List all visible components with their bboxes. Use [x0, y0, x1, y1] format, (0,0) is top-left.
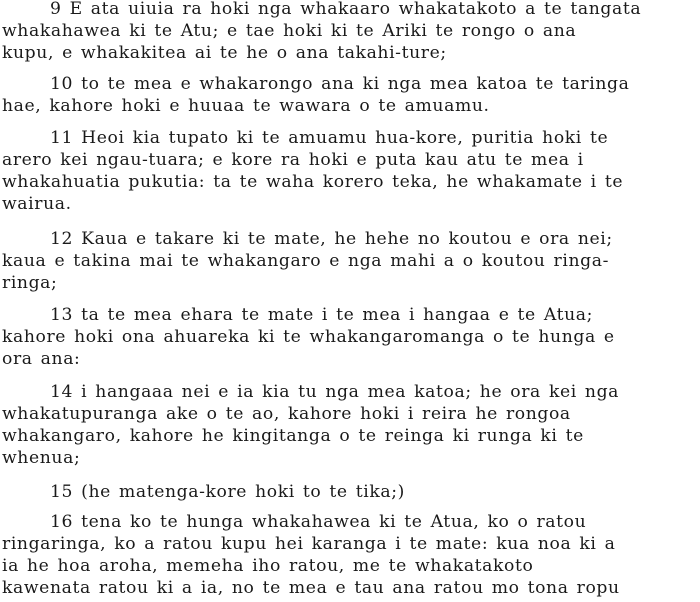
- verse-line: kaua e takina mai te whakangaro e nga mahi a o koutou ringa-: [2, 251, 609, 271]
- verse-14: [0, 381, 700, 469]
- verse-16: [0, 511, 700, 599]
- verse-line: kahore hoki ona ahuareka ki te whakangaromanga o te hunga e: [2, 327, 615, 347]
- verse-line: whakangaro, kahore he kingitanga o te reinga ki runga ki te: [2, 426, 584, 446]
- verse-line: hae, kahore hoki e huuaa te wawara o te amuamu.: [2, 96, 490, 116]
- verse-line: 10 to te mea e whakarongo ana ki nga mea katoa te taringa: [50, 74, 630, 94]
- verse-15: [0, 481, 700, 503]
- verse-10: [0, 73, 700, 117]
- verse-line: 9 E ata uiuia ra hoki nga whakaaro whakatakoto a te tangata: [50, 0, 642, 19]
- verse-line: 16 tena ko te hunga whakahawea ki te Atua, ko o ratou: [50, 512, 587, 532]
- verse-line: 11 Heoi kia tupato ki te amuamu hua-kore, puritia hoki te: [50, 128, 609, 148]
- verse-12: [0, 228, 700, 294]
- verse-line: whakatupuranga ake o te ao, kahore hoki i reira he rongoa: [2, 404, 571, 424]
- verse-line: wairua.: [2, 194, 72, 214]
- verse-line: kupu, e whakakitea ai te he o ana takahi-ture;: [2, 43, 447, 63]
- verse-line: 15 (he matenga-kore hoki to te tika;): [50, 482, 405, 502]
- verse-13: [0, 304, 700, 370]
- verse-line: ora ana:: [2, 349, 81, 369]
- verse-line: 12 Kaua e takare ki te mate, he hehe no koutou e ora nei;: [50, 229, 613, 249]
- verse-line: ia he hoa aroha, memeha iho ratou, me te whakatakoto: [2, 556, 534, 576]
- verse-11: [0, 127, 700, 215]
- verse-line: ringa;: [2, 273, 58, 293]
- verse-9: [0, 0, 700, 64]
- verse-line: arero kei ngau-tuara; e kore ra hoki e puta kau atu te mea i: [2, 150, 584, 170]
- verse-line: ringaringa, ko a ratou kupu hei karanga i te mate: kua noa ki a: [2, 534, 616, 554]
- verse-line: whakahuatia pukutia: ta te waha korero teka, he whakamate i te: [2, 172, 624, 192]
- verse-line: kawenata ratou ki a ia, no te mea e tau ana ratou mo tona ropu: [2, 578, 620, 598]
- verse-line: 14 i hangaaa nei e ia kia tu nga mea katoa; he ora kei nga: [50, 382, 620, 402]
- verse-line: whakahawea ki te Atu; e tae hoki ki te Ariki te rongo o ana: [2, 21, 577, 41]
- verse-line: whenua;: [2, 448, 81, 468]
- verse-line: 13 ta te mea ehara te mate i te mea i hangaa e te Atua;: [50, 305, 594, 325]
